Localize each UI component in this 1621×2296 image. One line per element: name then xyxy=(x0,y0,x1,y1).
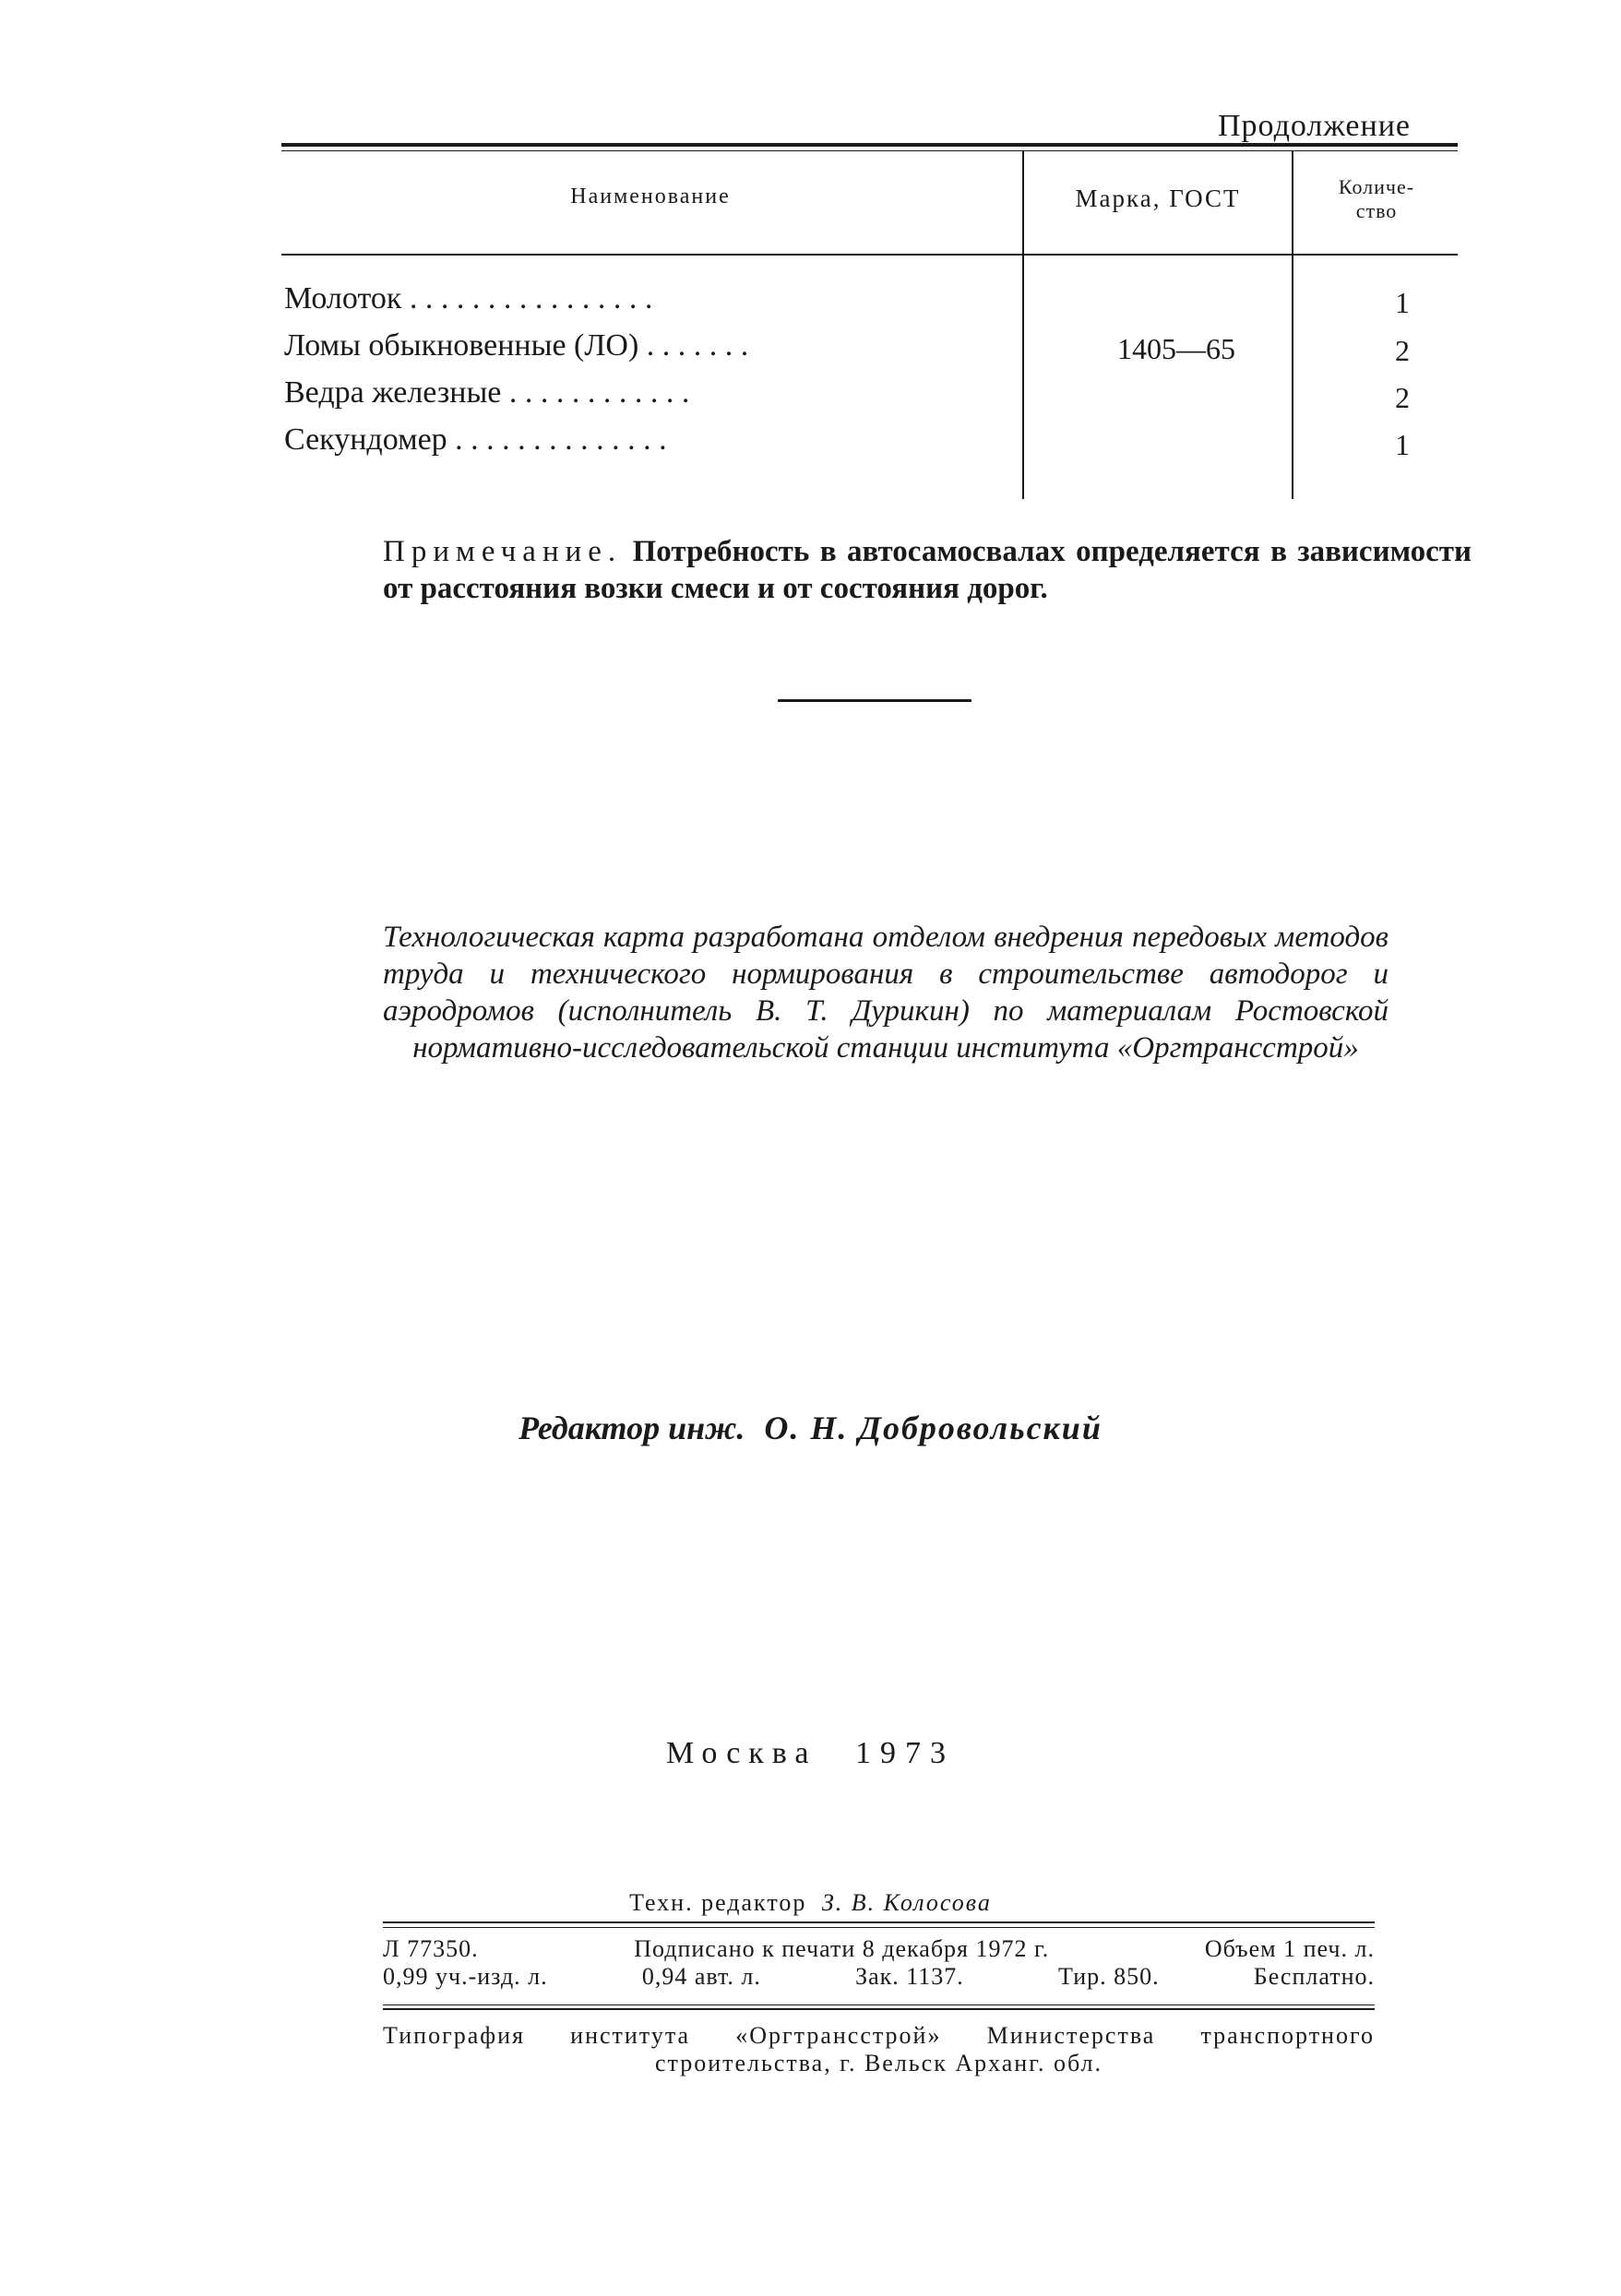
imprint-price: Бесплатно. xyxy=(1253,1963,1375,1990)
table-row-name: Ломы обыкновенные (ЛО) . . . . . . . xyxy=(284,328,749,363)
table-row-qty: 2 xyxy=(1395,334,1410,367)
imprint-order: Зак. 1137. xyxy=(855,1963,964,1990)
imprint-line-2 xyxy=(383,1963,1375,1991)
imprint-signed: Подписано к печати 8 декабря 1972 г. xyxy=(634,1935,1050,1962)
table-row-name: Секундомер . . . . . . . . . . . . . . xyxy=(284,422,667,457)
imprint-run: Тир. 850. xyxy=(1057,1963,1160,1990)
editor-line xyxy=(0,1409,1621,1447)
table-row-qty: 1 xyxy=(1395,428,1410,461)
editor-label: Редактор инж. xyxy=(518,1410,745,1446)
table-col-separator-1 xyxy=(1022,150,1024,499)
imprint-top-rule-thin xyxy=(383,1927,1375,1928)
header-qty xyxy=(1295,175,1458,223)
year: 1973 xyxy=(855,1736,956,1770)
credit-paragraph: Технологическая карта разработана отделом внедрения передовых методов труда и технического нормирования в строительстве автодорог и аэродромов (исполнитель В. Т. Дурикин) по материалам Ростовской нормативно-исследовательской станции института «Оргтрансстрой» xyxy=(383,921,1389,1065)
header-qty-line2: ство xyxy=(1355,199,1398,222)
table-row-name: Молоток . . . . . . . . . . . . . . . . xyxy=(284,281,653,315)
section-divider xyxy=(778,699,971,702)
imprint-line-1 xyxy=(383,1935,1375,1963)
imprint-edition-sheets: 0,99 уч.-изд. л. xyxy=(383,1963,548,1990)
table-top-rule-thin xyxy=(281,150,1458,151)
header-name: Наименование xyxy=(570,184,731,208)
imprint-top-rule xyxy=(383,1921,1375,1923)
table-header-rule xyxy=(281,254,1458,256)
table-col-separator-2 xyxy=(1292,150,1293,499)
imprint-volume: Объем 1 печ. л. xyxy=(1204,1935,1375,1962)
header-qty-line1: Количе- xyxy=(1338,175,1415,198)
table-row-qty: 1 xyxy=(1395,286,1410,319)
note-text: Потребность в автосамосвалах определяется в зависимости от расстояния возки смеси и от состояния дорог. xyxy=(383,535,1472,605)
imprint-bottom-rule-thick xyxy=(383,2008,1375,2010)
publication-place xyxy=(0,1736,1621,1771)
table-row-qty: 2 xyxy=(1395,381,1410,414)
printing-house: Типография института «Оргтрансстрой» Министерства транспортного строительства, г. Вельск Арханг. обл. xyxy=(383,2022,1375,2076)
city: Москва xyxy=(665,1736,817,1770)
imprint-license: Л 77350. xyxy=(383,1935,479,1962)
table-row-name: Ведра железные . . . . . . . . . . . . xyxy=(284,375,690,410)
continuation-label: Продолжение xyxy=(1218,109,1412,143)
editor-name: О. Н. Добровольский xyxy=(764,1410,1103,1446)
note xyxy=(383,533,1472,607)
imprint-author-sheets: 0,94 авт. л. xyxy=(641,1963,761,1990)
tech-editor-line xyxy=(0,1889,1621,1917)
tech-editor-label: Техн. редактор xyxy=(629,1889,807,1916)
tech-editor-name: З. В. Колосова xyxy=(821,1889,992,1916)
note-label: Примечание. xyxy=(383,535,623,568)
header-gost: Марка, ГОСТ xyxy=(1075,184,1241,212)
table-top-rule xyxy=(281,143,1458,147)
table-row-gost: 1405—65 xyxy=(1117,332,1235,365)
